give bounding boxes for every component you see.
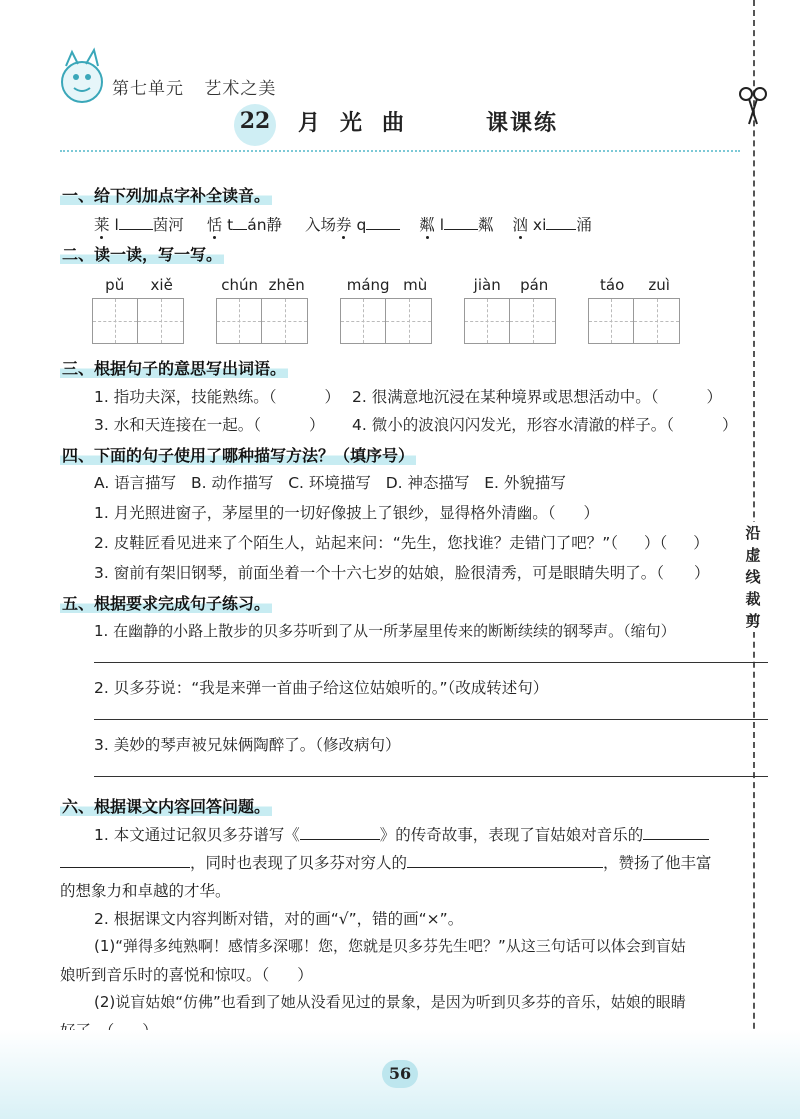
- section-1-title: 一、给下列加点字补全读音。: [62, 186, 271, 205]
- answer-blank[interactable]: [300, 825, 380, 840]
- question: 3. 美妙的琴声被兄妹俩陶醉了。（修改病句）: [94, 736, 401, 754]
- pinyin-group: [340, 276, 434, 344]
- answer-line[interactable]: [94, 662, 768, 663]
- question: 2. 根据课文内容判断对错，对的画“√”，错的画“×”。: [94, 910, 464, 928]
- cut-note-char: 剪: [745, 612, 761, 630]
- practice-label: 课课练: [486, 111, 559, 136]
- pinyin: xiě: [150, 276, 173, 294]
- pinyin: zuì: [648, 276, 670, 294]
- writing-box[interactable]: [262, 298, 308, 344]
- lesson-number: 22: [239, 108, 271, 134]
- pinyin-item: 入场券 q: [305, 216, 400, 234]
- question: 2. 皮鞋匠看见进来了个陌生人，站起来问：“先生，您找谁？走错门了吧？”（ ）（ ）: [94, 534, 709, 552]
- question: 4. 微小的波浪闪闪发光，形容水清澈的样子。（ ）: [352, 416, 738, 434]
- answer-blank[interactable]: [407, 853, 603, 868]
- pinyin-group: [216, 276, 310, 344]
- answer-blank[interactable]: [60, 853, 190, 868]
- question: 3. 水和天连接在一起。（ ）: [94, 416, 325, 434]
- method-options: A. 语言描写 B. 动作描写 C. 环境描写 D. 神态描写 E. 外貌描写: [94, 474, 566, 492]
- cut-note-char: 裁: [745, 590, 761, 608]
- lesson-title: 月光曲: [298, 110, 425, 136]
- cut-note-char: 线: [745, 568, 761, 586]
- writing-box[interactable]: [634, 298, 680, 344]
- scissors-icon: [737, 86, 769, 126]
- pinyin: pǔ: [105, 276, 125, 294]
- answer-blank[interactable]: [643, 825, 709, 840]
- unit-label: 第七单元: [112, 79, 184, 99]
- pinyin-item: 汹 xi 涌: [512, 216, 592, 234]
- writing-box[interactable]: [588, 298, 634, 344]
- pinyin-item: 恬 t án静: [206, 216, 283, 234]
- writing-box[interactable]: [92, 298, 138, 344]
- section-6-title: 六、根据课文内容回答问题。: [62, 797, 271, 816]
- pinyin: chún: [221, 276, 259, 294]
- pinyin-item: 粼 l 粼: [419, 216, 494, 234]
- page-number: 56: [382, 1060, 418, 1088]
- question: 3. 窗前有架旧钢琴，前面坐着一个十六七岁的姑娘，脸很清秀，可是眼睛失明了。（ ）: [94, 564, 710, 582]
- pinyin-item: 莱 l 茵河: [94, 216, 184, 234]
- question: 2. 贝多芬说：“我是来弹一首曲子给这位姑娘听的。”（改成转述句）: [94, 679, 549, 697]
- unit-theme: 艺术之美: [204, 79, 277, 99]
- answer-blank[interactable]: [546, 215, 576, 230]
- pinyin: jiàn: [473, 276, 501, 294]
- question: 1. 本文通过记叙贝多芬谱写《 》的传奇故事，表现了盲姑娘对音乐的: [94, 823, 709, 845]
- unit-heading: [112, 74, 290, 99]
- question: 1. 月光照进窗子，茅屋里的一切好像披上了银纱，显得格外清幽。（ ）: [94, 504, 599, 522]
- pinyin: táo: [600, 276, 625, 294]
- question: 娘听到音乐时的喜悦和惊叹。（ ）: [60, 966, 313, 984]
- question: ，同时也表现了贝多芬对穷人的 ，赞扬了他丰富: [60, 851, 712, 873]
- question: 2. 很满意地沉浸在某种境界或思想活动中。（ ）: [352, 388, 722, 406]
- question: (2)说盲姑娘“仿佛”也看到了她从没看见过的景象，是因为听到贝多芬的音乐，姑娘的眼睛: [94, 993, 686, 1011]
- answer-blank[interactable]: [119, 215, 153, 230]
- pinyin-group: [588, 276, 682, 344]
- writing-box[interactable]: [216, 298, 262, 344]
- question: (1)“弹得多纯熟啊！感情多深哪！您，您就是贝多芬先生吧？”从这三句话可以体会到盲姑: [94, 937, 686, 955]
- answer-blank[interactable]: [233, 215, 247, 230]
- pinyin: mù: [403, 276, 428, 294]
- mascot-icon: [52, 44, 114, 110]
- writing-box[interactable]: [138, 298, 184, 344]
- pinyin-group: [92, 276, 186, 344]
- header-divider: [60, 150, 740, 152]
- section-2-title: 二、读一读，写一写。: [62, 245, 223, 264]
- answer-blank[interactable]: [366, 215, 400, 230]
- section-1-items: [94, 213, 592, 235]
- answer-line[interactable]: [94, 719, 768, 720]
- writing-box[interactable]: [464, 298, 510, 344]
- section-4-title: 四、下面的句子使用了哪种描写方法？（填序号）: [62, 446, 415, 465]
- pinyin: zhēn: [268, 276, 305, 294]
- writing-box[interactable]: [340, 298, 386, 344]
- pinyin: pán: [520, 276, 549, 294]
- cut-note-char: 虚: [745, 546, 761, 564]
- answer-line[interactable]: [94, 776, 768, 777]
- question: 的想象力和卓越的才华。: [60, 882, 231, 900]
- section-3-title: 三、根据句子的意思写出词语。: [62, 359, 287, 378]
- pinyin-group: [464, 276, 558, 344]
- pinyin: máng: [346, 276, 390, 294]
- question: 1. 在幽静的小路上散步的贝多芬听到了从一所茅屋里传来的断断续续的钢琴声。（缩句）: [94, 622, 676, 640]
- writing-box[interactable]: [510, 298, 556, 344]
- section-5-title: 五、根据要求完成句子练习。: [62, 594, 271, 613]
- writing-box[interactable]: [386, 298, 432, 344]
- answer-blank[interactable]: [444, 215, 478, 230]
- cut-note: [744, 522, 762, 632]
- cut-note-char: 沿: [745, 524, 761, 542]
- question: 1. 指功夫深，技能熟练。（ ）: [94, 388, 340, 406]
